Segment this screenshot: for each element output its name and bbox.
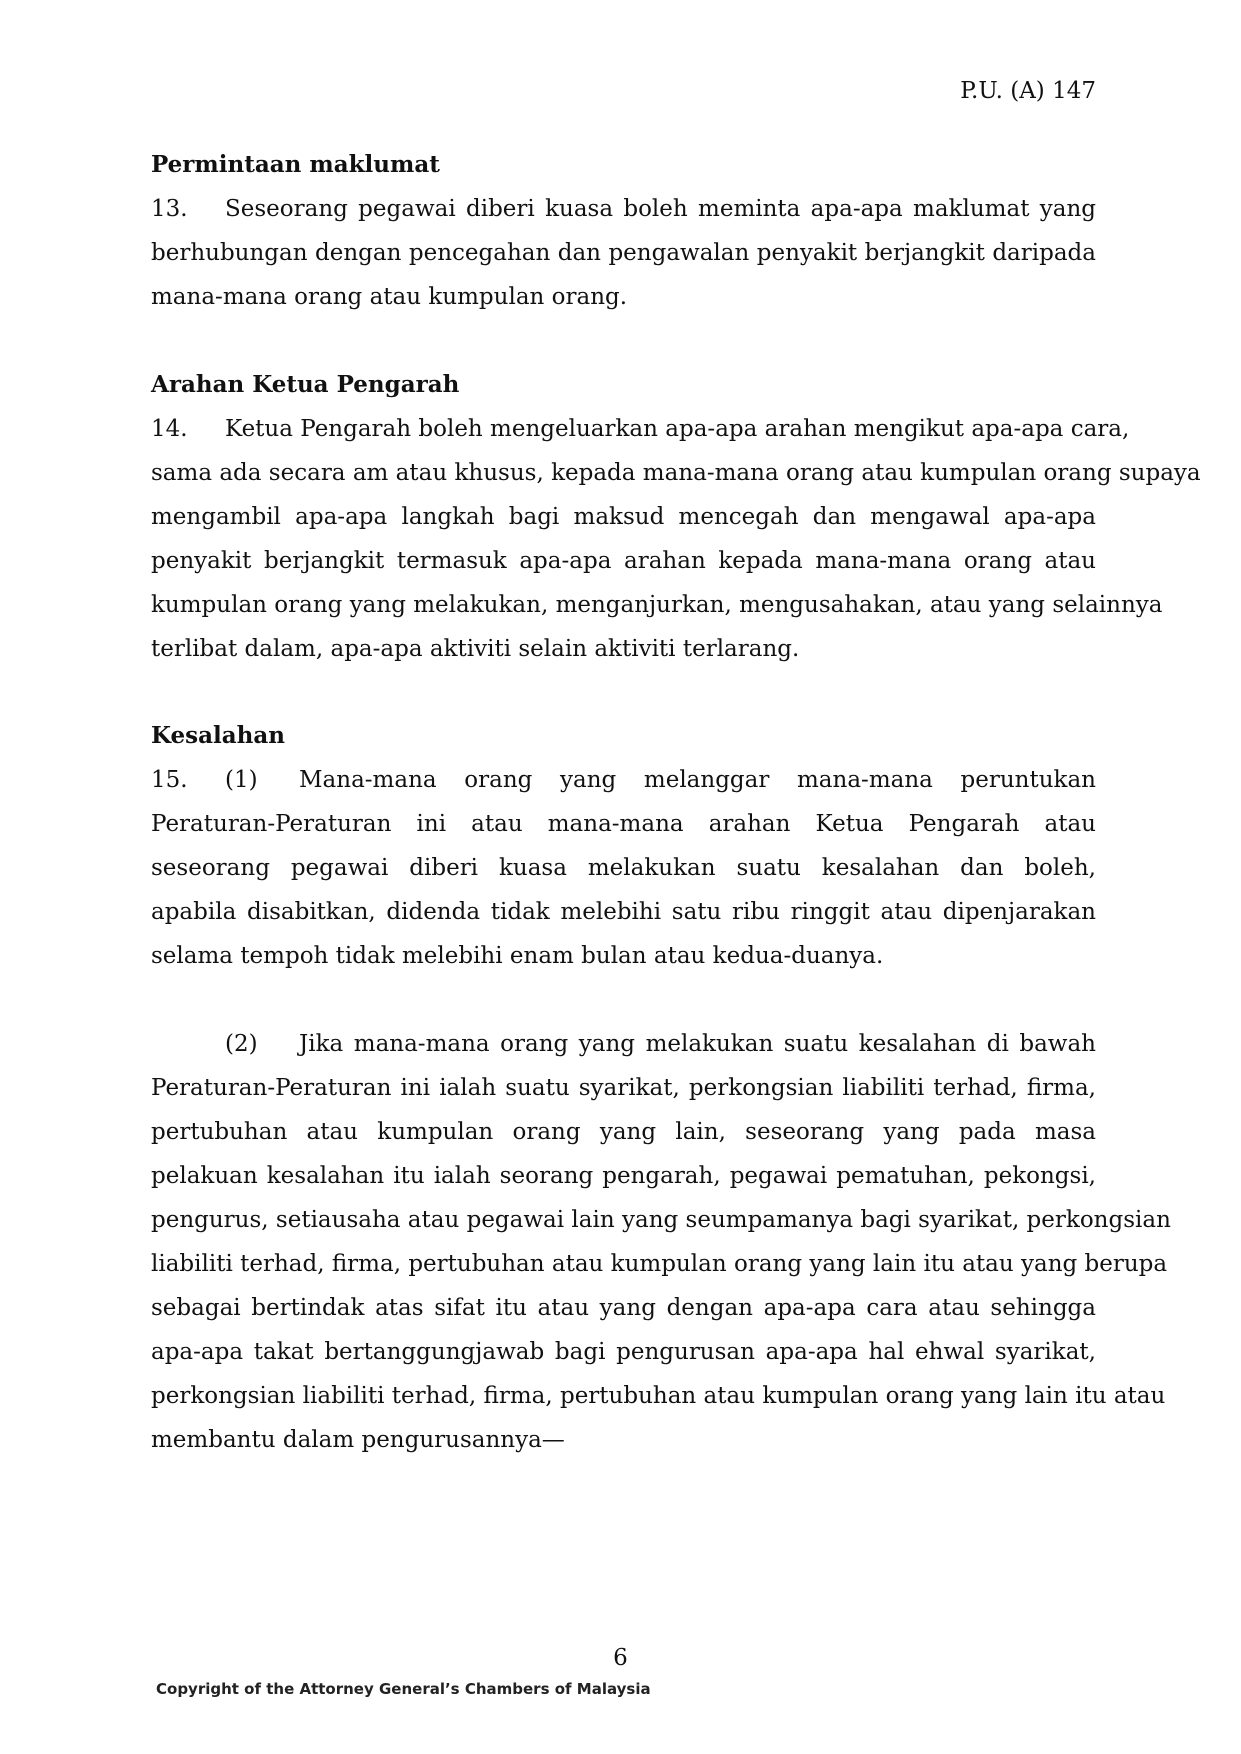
section-13-heading: Permintaan maklumat <box>151 151 440 178</box>
text-line: sebagai bertindak atas sifat itu atau yang dengan apa-apa cara atau sehingga <box>151 1295 1096 1321</box>
section-number: 14. <box>151 416 188 442</box>
section-number: 13. <box>151 196 188 222</box>
section-14-heading: Arahan Ketua Pengarah <box>151 371 460 398</box>
text-line: kumpulan orang yang melakukan, menganjurkan, mengusahakan, atau yang selainnya <box>151 592 1163 618</box>
text-line: pertubuhan atau kumpulan orang yang lain, seseorang yang pada masa <box>151 1119 1096 1145</box>
text-line: 15. (1) Mana-mana orang yang melanggar mana-mana peruntukan <box>151 758 1096 802</box>
text-line: perkongsian liabiliti terhad, firma, pertubuhan atau kumpulan orang yang lain itu atau <box>151 1383 1166 1409</box>
text-line: liabiliti terhad, firma, pertubuhan atau kumpulan orang yang lain itu atau yang berupa <box>151 1251 1168 1277</box>
subsection-label: (2) <box>225 1031 258 1057</box>
text-line: pelakuan kesalahan itu ialah seorang pengarah, pegawai pematuhan, pekongsi, <box>151 1163 1096 1189</box>
text-line: berhubungan dengan pencegahan dan pengawalan penyakit berjangkit daripada <box>151 240 1096 266</box>
section-15-subsection-1 <box>151 758 1096 978</box>
text-line: sama ada secara am atau khusus, kepada mana-mana orang atau kumpulan orang supaya <box>151 460 1201 486</box>
text-line: Peraturan-Peraturan ini ialah suatu syarikat, perkongsian liabiliti terhad, firma, <box>151 1075 1096 1101</box>
text-line: penyakit berjangkit termasuk apa-apa arahan kepada mana-mana orang atau <box>151 548 1096 574</box>
text-line: apabila disabitkan, didenda tidak melebihi satu ribu ringgit atau dipenjarakan <box>151 899 1096 925</box>
section-14-text <box>151 407 1201 671</box>
section-13-text <box>151 187 1096 319</box>
copyright-notice: Copyright of the Attorney General’s Chambers of Malaysia <box>156 1680 651 1698</box>
section-number: 15. <box>151 767 188 793</box>
text-line: (2) Jika mana-mana orang yang melakukan suatu kesalahan di bawah <box>151 1022 1096 1066</box>
section-15-heading: Kesalahan <box>151 722 285 749</box>
text-line: seseorang pegawai diberi kuasa melakukan suatu kesalahan dan boleh, <box>151 855 1096 881</box>
text-line: pengurus, setiausaha atau pegawai lain yang seumpamanya bagi syarikat, perkongsian <box>151 1207 1171 1233</box>
document-reference: P.U. (A) 147 <box>960 78 1096 104</box>
text-line: selama tempoh tidak melebihi enam bulan atau kedua-duanya. <box>151 943 884 969</box>
subsection-label: (1) <box>225 767 258 793</box>
text-line: apa-apa takat bertanggungjawab bagi pengurusan apa-apa hal ehwal syarikat, <box>151 1339 1096 1365</box>
text-line: membantu dalam pengurusannya— <box>151 1427 565 1453</box>
text-line: terlibat dalam, apa-apa aktiviti selain aktiviti terlarang. <box>151 636 800 662</box>
text-line: mana-mana orang atau kumpulan orang. <box>151 284 628 310</box>
text-line: 13. Seseorang pegawai diberi kuasa boleh meminta apa-apa maklumat yang <box>151 187 1096 231</box>
text-line: Peraturan-Peraturan ini atau mana-mana arahan Ketua Pengarah atau <box>151 811 1096 837</box>
page-number: 6 <box>613 1645 628 1671</box>
section-15-subsection-2 <box>151 1022 1171 1462</box>
text-line: 14. Ketua Pengarah boleh mengeluarkan apa-apa arahan mengikut apa-apa cara, <box>151 407 1096 451</box>
text-line: mengambil apa-apa langkah bagi maksud mencegah dan mengawal apa-apa <box>151 504 1096 530</box>
